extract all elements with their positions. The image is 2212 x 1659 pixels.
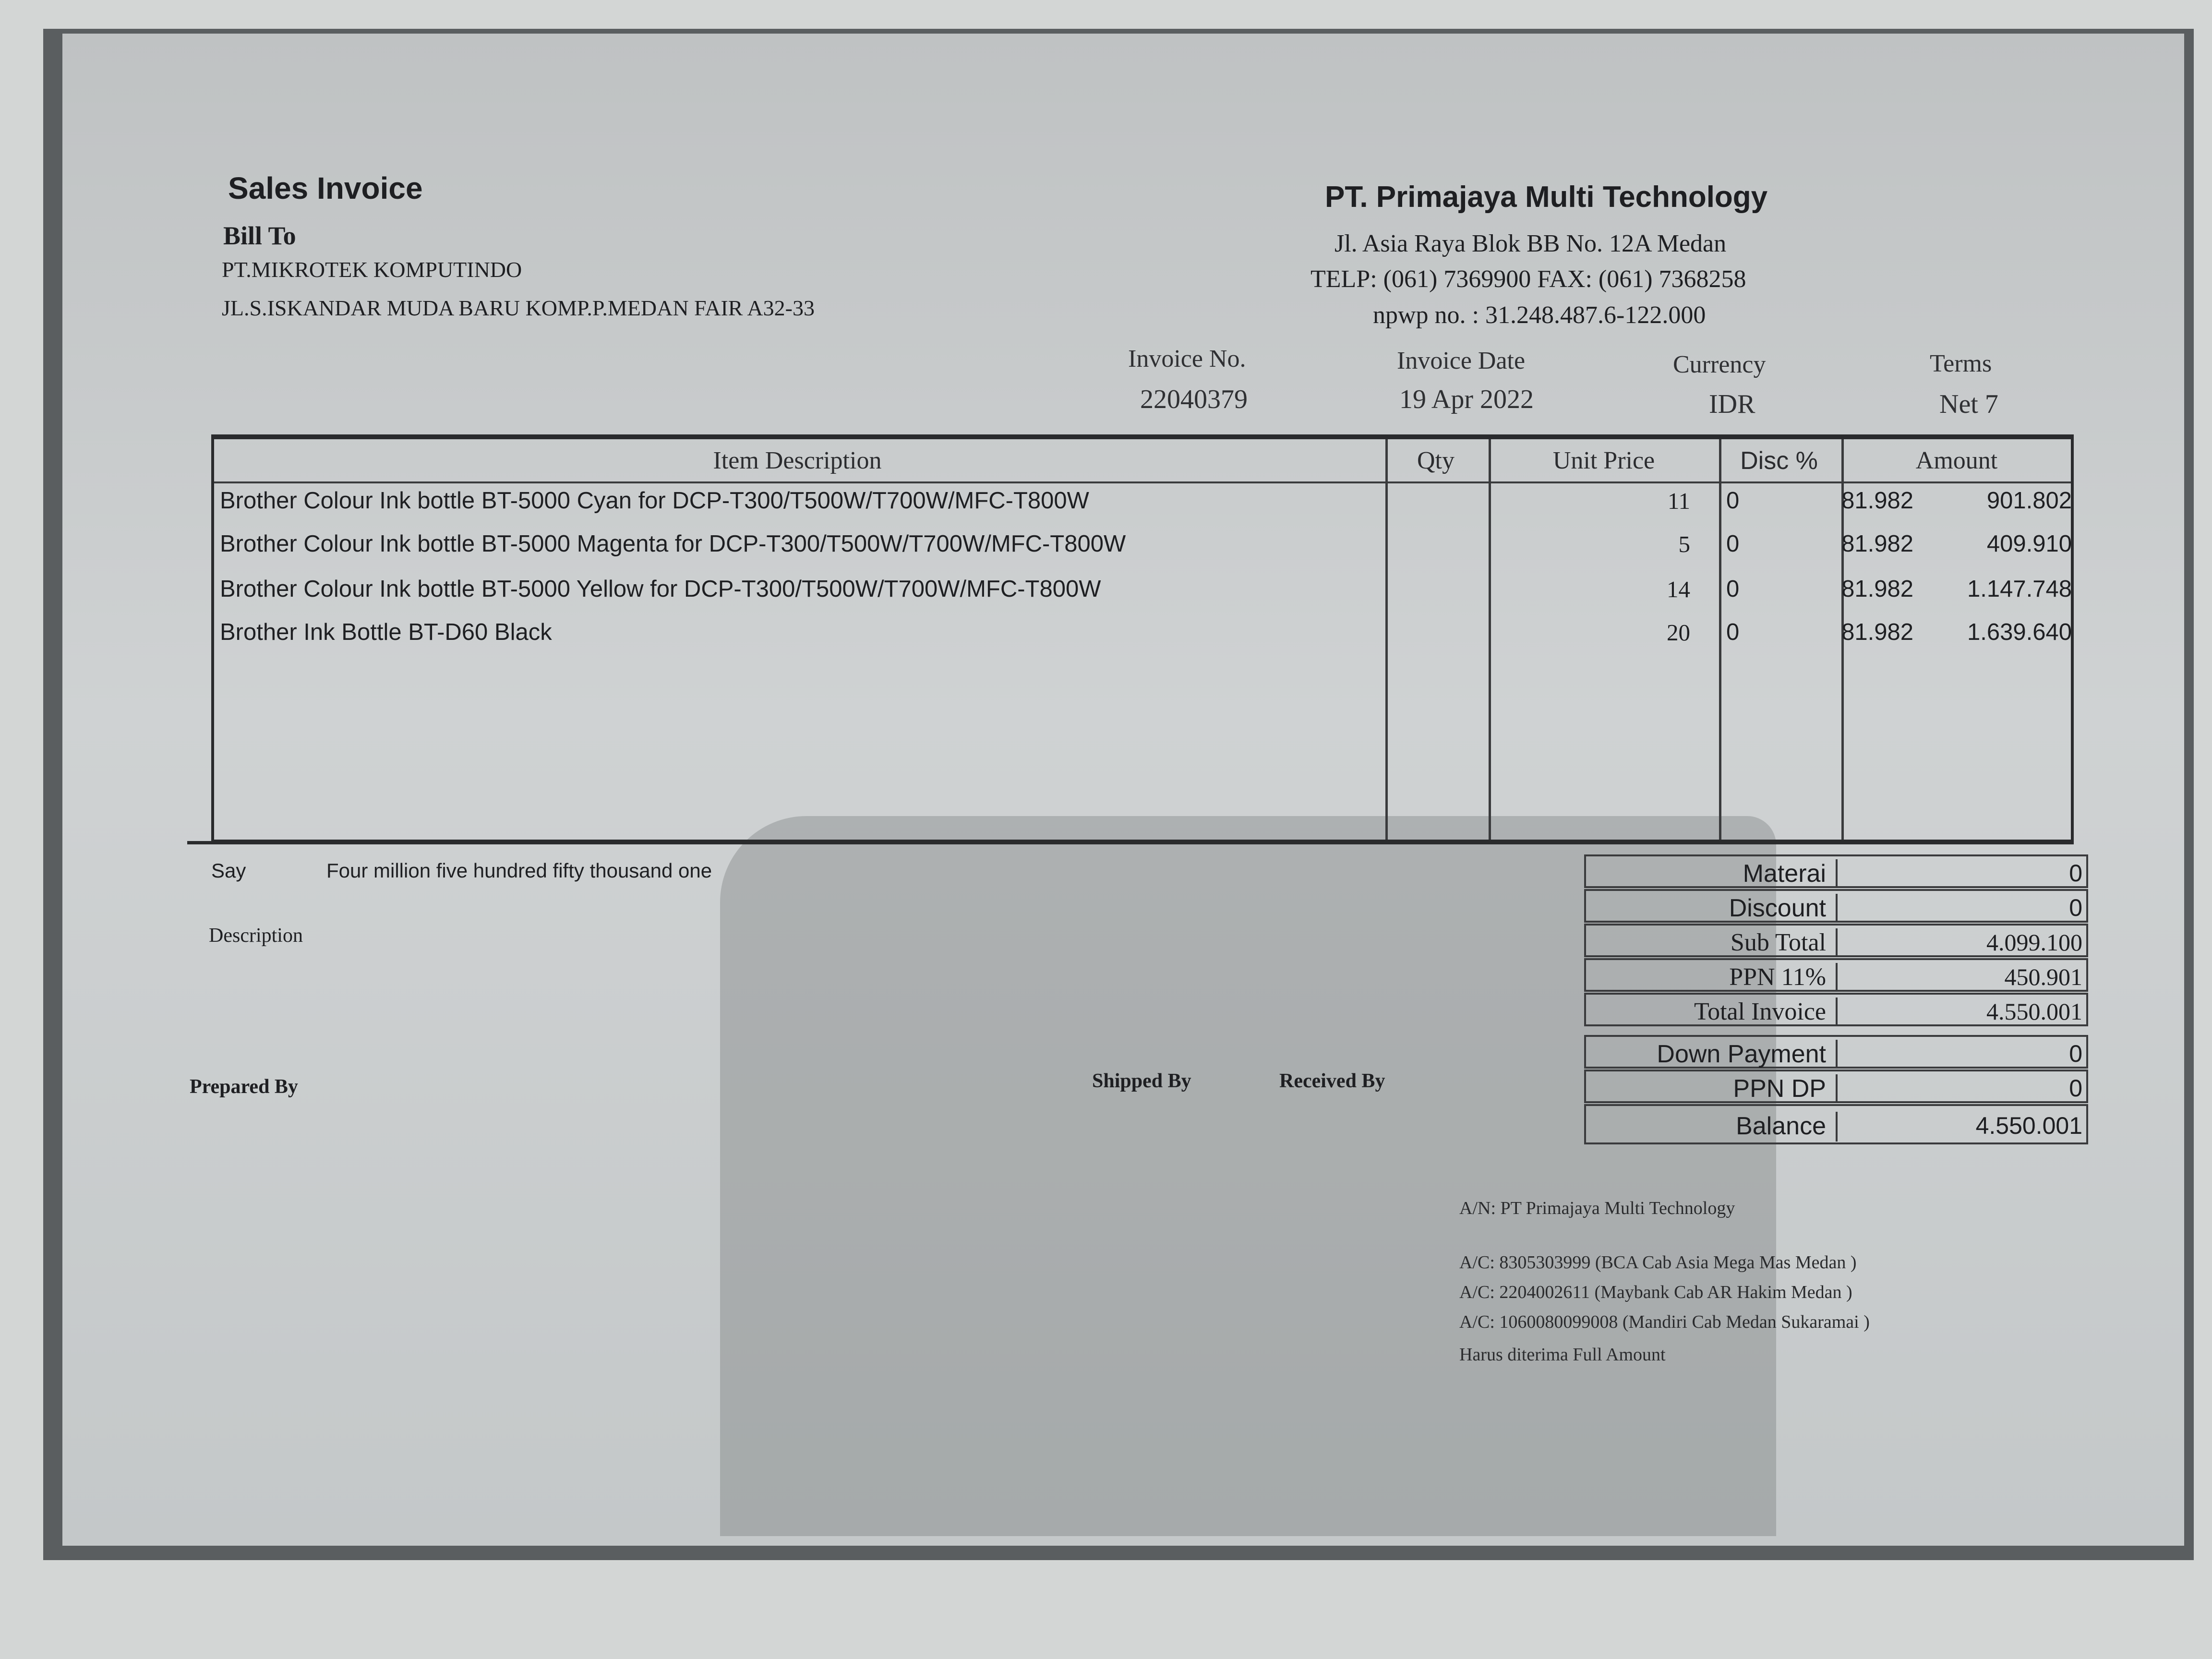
item-unit-price: 81.982 [1841,531,1913,557]
payment-note: Harus diterima Full Amount [1459,1345,1666,1365]
bank-account: A/C: 1060080099008 (Mandiri Cab Medan Sukaramai ) [1459,1312,1870,1332]
total-value: 0 [1836,894,2082,921]
item-disc: 0 [1726,488,1740,514]
say-label: Say [211,859,246,882]
bill-to-label: Bill To [223,221,296,250]
item-amount: 409.910 [1986,531,2072,557]
col-header-amount: Amount [1915,447,1998,474]
doc-title: Sales Invoice [228,171,423,205]
col-header-description: Item Description [713,447,882,474]
total-label: Balance [1736,1112,1826,1140]
item-qty: 20 [1667,619,1690,646]
company-name: PT. Primajaya Multi Technology [1325,180,1768,214]
item-description: Brother Ink Bottle BT-D60 Black [220,619,552,645]
item-amount: 1.147.748 [1967,576,2072,602]
bank-account-name: A/N: PT Primajaya Multi Technology [1459,1198,1735,1218]
terms-value: Net 7 [1939,389,1998,419]
total-value: 0 [1836,1040,2082,1067]
prepared-by-label: Prepared By [190,1076,298,1098]
total-label: PPN 11% [1729,963,1826,991]
currency-value: IDR [1709,389,1755,419]
company-npwp: npwp no. : 31.248.487.6-122.000 [1373,301,1706,329]
table-bottom-rule [187,841,2074,844]
total-row-balance [1584,1104,2088,1144]
totals-box [1584,854,2088,1145]
total-value: 450.901 [1836,963,2082,990]
invoice-number-label: Invoice No. [1128,345,1246,373]
item-amount: 901.802 [1986,488,2072,514]
col-header-qty: Qty [1417,447,1455,474]
description-label: Description [209,925,303,947]
col-header-disc: Disc % [1740,447,1818,475]
terms-label: Terms [1930,350,1992,377]
invoice-date: 19 Apr 2022 [1399,385,1534,414]
total-row-total-invoice [1584,993,2088,1026]
total-row-ppn [1584,958,2088,992]
total-value: 0 [1836,859,2082,886]
item-disc: 0 [1726,531,1740,557]
company-phone: TELP: (061) 7369900 FAX: (061) 7368258 [1310,265,1746,293]
shipped-by-label: Shipped By [1092,1070,1191,1092]
bill-to-address: JL.S.ISKANDAR MUDA BARU KOMP.P.MEDAN FAIR A32-33 [222,296,815,320]
table-row [214,572,2071,616]
invoice-date-label: Invoice Date [1397,347,1526,374]
total-row-down-payment [1584,1035,2088,1069]
item-disc: 0 [1726,619,1740,645]
total-value: 4.099.100 [1836,928,2082,955]
bank-account: A/C: 2204002611 (Maybank Cab AR Hakim Medan ) [1459,1282,1852,1302]
currency-label: Currency [1673,351,1766,378]
table-row [214,527,2071,571]
total-value: 4.550.001 [1836,998,2082,1024]
total-row-ppn-dp [1584,1070,2088,1103]
item-unit-price: 81.982 [1841,488,1913,514]
table-row [214,483,2071,528]
total-value: 4.550.001 [1836,1112,2082,1142]
table-row [214,615,2071,659]
company-address: Jl. Asia Raya Blok BB No. 12A Medan [1334,230,1727,257]
total-label: PPN DP [1733,1075,1826,1103]
item-amount: 1.639.640 [1967,619,2072,645]
items-table [211,434,2074,842]
total-row-subtotal [1584,924,2088,957]
item-qty: 5 [1678,531,1690,557]
received-by-label: Received By [1279,1070,1385,1092]
total-label: Down Payment [1657,1040,1826,1068]
total-label: Materai [1743,860,1826,888]
bank-account: A/C: 8305303999 (BCA Cab Asia Mega Mas Medan ) [1459,1252,1857,1273]
bill-to-name: PT.MIKROTEK KOMPUTINDO [222,257,522,282]
item-description: Brother Colour Ink bottle BT-5000 Yellow for DCP-T300/T500W/T700W/MFC-T800W [220,576,1101,602]
col-header-unit-price: Unit Price [1552,447,1655,474]
total-row-materai [1584,854,2088,888]
item-qty: 11 [1667,488,1690,514]
total-row-discount [1584,889,2088,923]
item-description: Brother Colour Ink bottle BT-5000 Cyan for DCP-T300/T500W/T700W/MFC-T800W [220,488,1089,514]
item-unit-price: 81.982 [1841,576,1913,602]
say-text: Four million five hundred fifty thousand one [326,859,712,882]
total-label: Discount [1729,894,1826,922]
invoice-number: 22040379 [1140,385,1248,414]
item-disc: 0 [1726,576,1740,602]
total-label: Total Invoice [1694,998,1826,1025]
total-label: Sub Total [1730,929,1826,956]
item-unit-price: 81.982 [1841,619,1913,645]
total-value: 0 [1836,1074,2082,1101]
item-qty: 14 [1667,576,1690,602]
item-description: Brother Colour Ink bottle BT-5000 Magenta for DCP-T300/T500W/T700W/MFC-T800W [220,531,1126,557]
